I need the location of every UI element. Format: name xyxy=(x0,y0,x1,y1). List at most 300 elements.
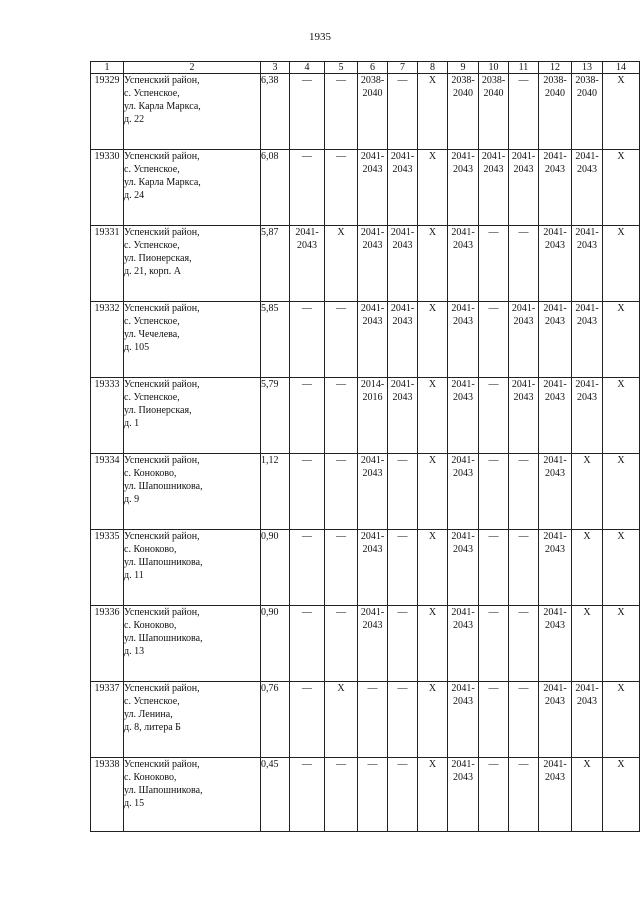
schedule-cell-line: X xyxy=(617,531,625,542)
address-line: с. Успенское, xyxy=(124,696,180,707)
schedule-cell-line: 2038- xyxy=(451,75,475,86)
address-line: Успенский район, xyxy=(124,227,200,238)
address-line: ул. Ленина, xyxy=(124,709,173,720)
schedule-cell xyxy=(388,226,418,302)
schedule-cell xyxy=(479,378,509,454)
schedule-cell-line: — xyxy=(518,455,529,466)
address-cell xyxy=(124,302,261,378)
schedule-cell xyxy=(572,378,603,454)
schedule-cell xyxy=(539,606,572,682)
value-cell: 5,87 xyxy=(261,226,290,302)
value-cell: 0,90 xyxy=(261,530,290,606)
schedule-cell-line: — xyxy=(302,455,312,466)
schedule-cell-line: — xyxy=(367,759,378,770)
schedule-cell xyxy=(358,150,388,226)
table-row xyxy=(91,74,640,150)
value-cell: 6,08 xyxy=(261,150,290,226)
address-line: д. 13 xyxy=(124,646,145,657)
schedule-cell-line: X xyxy=(428,379,437,390)
schedule-cell-line: 2043 xyxy=(453,316,473,327)
schedule-cell xyxy=(509,150,539,226)
schedule-cell xyxy=(572,226,603,302)
schedule-cell xyxy=(509,74,539,150)
address-line: ул. Шапошникова, xyxy=(124,557,203,568)
schedule-cell-line: 2038- xyxy=(575,75,599,86)
schedule-cell-line: 2043 xyxy=(545,544,565,555)
schedule-cell-line: 2041- xyxy=(360,151,385,162)
schedule-cell-line: 2041- xyxy=(575,683,599,694)
schedule-cell xyxy=(603,454,640,530)
header-row xyxy=(91,62,640,74)
record-id-cell: 19331 xyxy=(91,226,124,302)
schedule-cell xyxy=(388,378,418,454)
address-line: д. 1 xyxy=(124,418,140,429)
schedule-cell xyxy=(603,530,640,606)
address-line: ул. Пионерская, xyxy=(124,405,192,416)
schedule-cell xyxy=(325,530,358,606)
schedule-cell-line: X xyxy=(337,227,345,238)
table-header xyxy=(91,62,640,74)
schedule-cell-line: 2043 xyxy=(453,392,473,403)
schedule-cell-line: 2043 xyxy=(577,240,597,251)
schedule-cell xyxy=(290,682,325,758)
address-line: ул. Шапошникова, xyxy=(124,481,203,492)
schedule-cell-line: — xyxy=(488,683,499,694)
schedule-cell-line: — xyxy=(518,531,529,542)
schedule-cell-line: 2043 xyxy=(362,620,383,631)
schedule-cell-line: 2043 xyxy=(483,164,504,175)
table-row xyxy=(91,530,640,606)
schedule-cell xyxy=(603,302,640,378)
schedule-cell-line: 2043 xyxy=(392,164,413,175)
schedule-cell-line: — xyxy=(488,531,499,542)
schedule-cell xyxy=(388,606,418,682)
column-header: 7 xyxy=(388,62,418,74)
schedule-cell-line: 2043 xyxy=(453,696,473,707)
schedule-cell-line: — xyxy=(336,531,346,542)
schedule-cell xyxy=(603,226,640,302)
value-cell: 0,90 xyxy=(261,606,290,682)
schedule-cell-line: 2041- xyxy=(451,151,475,162)
schedule-cell-line: — xyxy=(518,683,529,694)
schedule-cell xyxy=(572,606,603,682)
schedule-cell-line: 2043 xyxy=(392,316,413,327)
column-header: 2 xyxy=(124,62,261,74)
schedule-cell xyxy=(448,302,479,378)
schedule-cell-line: — xyxy=(518,607,529,618)
schedule-cell xyxy=(572,74,603,150)
schedule-cell xyxy=(388,758,418,832)
schedule-cell-line: 2043 xyxy=(545,696,565,707)
schedule-cell xyxy=(603,150,640,226)
schedule-cell xyxy=(325,74,358,150)
schedule-cell-line: 2041- xyxy=(360,227,385,238)
address-line: д. 21, корп. А xyxy=(124,266,182,277)
table-row xyxy=(91,606,640,682)
schedule-cell-line: 2041- xyxy=(360,455,385,466)
schedule-cell xyxy=(325,682,358,758)
address-line: с. Коноково, xyxy=(124,620,177,631)
address-line: Успенский район, xyxy=(124,683,200,694)
address-line: с. Успенское, xyxy=(124,164,180,175)
schedule-cell xyxy=(388,74,418,150)
schedule-cell-line: — xyxy=(397,531,408,542)
schedule-cell xyxy=(290,530,325,606)
schedule-cell-line: — xyxy=(302,531,312,542)
schedule-cell-line: — xyxy=(488,227,499,238)
schedule-cell-line: 2041- xyxy=(543,759,567,770)
schedule-cell-line: 2041- xyxy=(575,151,599,162)
schedule-cell xyxy=(448,226,479,302)
schedule-cell-line: — xyxy=(488,455,499,466)
schedule-cell xyxy=(358,378,388,454)
address-line: д. 8, литера Б xyxy=(124,722,181,733)
schedule-cell xyxy=(290,302,325,378)
schedule-cell xyxy=(479,682,509,758)
schedule-cell xyxy=(572,454,603,530)
schedule-cell-line: — xyxy=(302,151,312,162)
schedule-cell-line: 2040 xyxy=(545,88,565,99)
schedule-cell-line: — xyxy=(336,379,346,390)
schedule-cell xyxy=(290,74,325,150)
schedule-cell-line: — xyxy=(488,379,499,390)
column-header: 10 xyxy=(479,62,509,74)
schedule-cell xyxy=(418,74,448,150)
schedule-cell-line: — xyxy=(336,75,346,86)
address-line: д. 15 xyxy=(124,798,145,809)
schedule-cell-line: 2041- xyxy=(575,227,599,238)
schedule-cell-line: 2043 xyxy=(513,392,534,403)
address-line: с. Успенское, xyxy=(124,88,180,99)
schedule-cell-line: 2041- xyxy=(575,379,599,390)
schedule-cell-line: — xyxy=(397,759,408,770)
record-id-cell: 19332 xyxy=(91,302,124,378)
schedule-cell xyxy=(479,226,509,302)
schedule-cell-line: X xyxy=(428,683,437,694)
schedule-cell xyxy=(325,226,358,302)
schedule-cell-line: 2041- xyxy=(451,455,475,466)
schedule-cell-line: 2041- xyxy=(543,379,567,390)
schedule-cell-line: X xyxy=(428,759,437,770)
column-header: 6 xyxy=(358,62,388,74)
schedule-cell xyxy=(388,530,418,606)
column-header: 1 xyxy=(91,62,124,74)
address-line: д. 22 xyxy=(124,114,145,125)
address-line: Успенский район, xyxy=(124,455,200,466)
address-cell xyxy=(124,378,261,454)
address-line: ул. Карла Маркса, xyxy=(124,101,201,112)
schedule-cell-line: 2043 xyxy=(362,240,383,251)
schedule-cell-line: — xyxy=(302,379,312,390)
schedule-cell-line: 2041- xyxy=(543,455,567,466)
schedule-cell-line: 2043 xyxy=(545,240,565,251)
schedule-cell-line: 2043 xyxy=(362,544,383,555)
schedule-cell-line: 2041- xyxy=(543,151,567,162)
column-header: 11 xyxy=(509,62,539,74)
table-body xyxy=(91,74,640,832)
schedule-cell-line: 2043 xyxy=(453,544,473,555)
record-id-cell: 19337 xyxy=(91,682,124,758)
schedule-cell xyxy=(358,226,388,302)
schedule-cell xyxy=(479,530,509,606)
schedule-cell xyxy=(539,454,572,530)
schedule-cell-line: — xyxy=(488,759,499,770)
schedule-cell-line: 2038- xyxy=(543,75,567,86)
schedule-cell xyxy=(448,454,479,530)
value-cell: 5,85 xyxy=(261,302,290,378)
table-row xyxy=(91,758,640,832)
address-line: Успенский район, xyxy=(124,759,200,770)
schedule-cell-line: 2041- xyxy=(390,151,415,162)
address-line: ул. Шапошникова, xyxy=(124,785,203,796)
schedule-cell-line: — xyxy=(302,303,312,314)
column-header: 12 xyxy=(539,62,572,74)
schedule-cell-line: 2016 xyxy=(362,392,383,403)
schedule-cell-line: 2041- xyxy=(390,379,415,390)
schedule-cell-line: 2043 xyxy=(362,468,383,479)
schedule-cell-line: — xyxy=(336,759,346,770)
schedule-cell xyxy=(290,150,325,226)
column-header: 9 xyxy=(448,62,479,74)
value-cell: 6,38 xyxy=(261,74,290,150)
schedule-cell-line: 2043 xyxy=(453,164,473,175)
address-line: д. 105 xyxy=(124,342,150,353)
schedule-cell-line: 2043 xyxy=(545,316,565,327)
schedule-cell xyxy=(603,682,640,758)
schedule-cell xyxy=(418,454,448,530)
column-header: 4 xyxy=(290,62,325,74)
address-cell xyxy=(124,606,261,682)
address-line: д. 11 xyxy=(124,570,144,581)
schedule-cell xyxy=(539,226,572,302)
schedule-cell-line: X xyxy=(617,379,625,390)
schedule-cell-line: 2041- xyxy=(543,531,567,542)
schedule-cell-line: 2041- xyxy=(575,303,599,314)
schedule-cell-line: — xyxy=(336,151,346,162)
schedule-cell xyxy=(479,74,509,150)
address-line: Успенский район, xyxy=(124,607,200,618)
schedule-cell-line: 2040 xyxy=(362,88,383,99)
address-line: ул. Чечелева, xyxy=(124,329,180,340)
schedule-cell xyxy=(479,150,509,226)
value-cell: 0,45 xyxy=(261,758,290,832)
schedule-cell-line: 2043 xyxy=(577,164,597,175)
schedule-cell-line: 2041- xyxy=(451,759,475,770)
schedule-cell-line: — xyxy=(336,303,346,314)
schedule-cell-line: X xyxy=(428,531,437,542)
schedule-cell xyxy=(325,378,358,454)
value-cell: 1,12 xyxy=(261,454,290,530)
schedule-cell-line: — xyxy=(302,759,312,770)
value-cell: 0,76 xyxy=(261,682,290,758)
schedule-cell-line: 2043 xyxy=(577,696,597,707)
schedule-cell-line: X xyxy=(617,303,625,314)
schedule-cell xyxy=(418,150,448,226)
schedule-cell-line: 2041- xyxy=(543,683,567,694)
schedule-cell-line: X xyxy=(617,151,625,162)
schedule-cell xyxy=(509,682,539,758)
column-header: 13 xyxy=(572,62,603,74)
schedule-cell-line: X xyxy=(617,227,625,238)
table-row xyxy=(91,682,640,758)
registry-table xyxy=(90,61,640,832)
schedule-cell-line: 2043 xyxy=(453,468,473,479)
schedule-cell-line: X xyxy=(583,531,591,542)
record-id-cell: 19335 xyxy=(91,530,124,606)
address-cell xyxy=(124,74,261,150)
schedule-cell xyxy=(448,606,479,682)
schedule-cell-line: — xyxy=(397,607,408,618)
record-id-cell: 19333 xyxy=(91,378,124,454)
schedule-cell-line: 2043 xyxy=(513,164,534,175)
schedule-cell-line: 2041- xyxy=(451,303,475,314)
value-cell: 5,79 xyxy=(261,378,290,454)
schedule-cell-line: 2041- xyxy=(360,531,385,542)
schedule-cell-line: 2043 xyxy=(513,316,534,327)
schedule-cell-line: 2041- xyxy=(360,607,385,618)
schedule-cell-line: X xyxy=(617,455,625,466)
address-line: ул. Пионерская, xyxy=(124,253,192,264)
schedule-cell xyxy=(418,226,448,302)
schedule-cell-line: 2043 xyxy=(545,164,565,175)
address-cell xyxy=(124,454,261,530)
schedule-cell xyxy=(290,758,325,832)
schedule-cell xyxy=(448,150,479,226)
schedule-cell-line: 2043 xyxy=(545,468,565,479)
schedule-cell xyxy=(603,378,640,454)
schedule-cell-line: 2043 xyxy=(453,620,473,631)
address-line: Успенский район, xyxy=(124,379,200,390)
schedule-cell-line: — xyxy=(518,75,529,86)
schedule-cell-line: 2041- xyxy=(481,151,506,162)
schedule-cell-line: X xyxy=(428,607,437,618)
schedule-cell xyxy=(418,682,448,758)
schedule-cell xyxy=(358,682,388,758)
table-row xyxy=(91,378,640,454)
schedule-cell-line: X xyxy=(583,455,591,466)
schedule-cell-line: 2041- xyxy=(451,531,475,542)
schedule-cell xyxy=(418,530,448,606)
schedule-cell xyxy=(539,758,572,832)
schedule-cell-line: — xyxy=(336,455,346,466)
schedule-cell-line: X xyxy=(617,759,625,770)
schedule-cell-line: 2038- xyxy=(360,75,385,86)
schedule-cell-line: — xyxy=(336,607,346,618)
schedule-cell xyxy=(290,606,325,682)
schedule-cell-line: 2041- xyxy=(390,227,415,238)
schedule-cell-line: — xyxy=(518,759,529,770)
schedule-cell-line: — xyxy=(302,683,312,694)
address-line: Успенский район, xyxy=(124,531,200,542)
schedule-cell xyxy=(479,606,509,682)
schedule-cell-line: 2040 xyxy=(577,88,597,99)
record-id-cell: 19338 xyxy=(91,758,124,832)
column-header: 3 xyxy=(261,62,290,74)
schedule-cell-line: 2041- xyxy=(390,303,415,314)
column-header: 5 xyxy=(325,62,358,74)
schedule-cell xyxy=(572,302,603,378)
schedule-cell-line: 2038- xyxy=(481,75,506,86)
record-id-cell: 19334 xyxy=(91,454,124,530)
schedule-cell xyxy=(290,454,325,530)
schedule-cell xyxy=(509,758,539,832)
schedule-cell-line: X xyxy=(428,227,437,238)
address-line: Успенский район, xyxy=(124,75,200,86)
schedule-cell xyxy=(325,150,358,226)
schedule-cell xyxy=(603,758,640,832)
address-cell xyxy=(124,758,261,832)
schedule-cell xyxy=(539,74,572,150)
schedule-cell xyxy=(572,530,603,606)
schedule-cell xyxy=(509,530,539,606)
address-line: д. 9 xyxy=(124,494,140,505)
schedule-cell-line: 2041- xyxy=(543,227,567,238)
schedule-cell-line: 2043 xyxy=(577,392,597,403)
schedule-cell xyxy=(358,454,388,530)
schedule-cell xyxy=(509,454,539,530)
schedule-cell-line: 2014- xyxy=(360,379,385,390)
table-row xyxy=(91,302,640,378)
table-row xyxy=(91,454,640,530)
schedule-cell-line: X xyxy=(428,151,437,162)
schedule-cell-line: 2041- xyxy=(451,607,475,618)
schedule-cell-line: 2043 xyxy=(362,164,383,175)
schedule-cell-line: 2041- xyxy=(543,303,567,314)
schedule-cell-line: X xyxy=(583,607,591,618)
schedule-cell xyxy=(539,530,572,606)
schedule-cell xyxy=(603,74,640,150)
schedule-cell-line: — xyxy=(302,607,312,618)
schedule-cell-line: — xyxy=(397,683,408,694)
address-line: Успенский район, xyxy=(124,151,200,162)
schedule-cell-line: 2043 xyxy=(392,240,413,251)
table-row xyxy=(91,226,640,302)
address-cell xyxy=(124,226,261,302)
schedule-cell xyxy=(539,150,572,226)
schedule-cell-line: 2040 xyxy=(483,88,504,99)
schedule-cell-line: X xyxy=(617,683,625,694)
schedule-cell-line: 2043 xyxy=(453,772,473,783)
schedule-cell-line: X xyxy=(617,607,625,618)
schedule-cell-line: 2041- xyxy=(511,379,536,390)
schedule-cell xyxy=(572,758,603,832)
schedule-cell xyxy=(325,454,358,530)
schedule-cell xyxy=(418,606,448,682)
schedule-cell xyxy=(479,758,509,832)
schedule-cell xyxy=(448,682,479,758)
schedule-cell xyxy=(388,454,418,530)
schedule-cell xyxy=(290,378,325,454)
schedule-cell-line: 2043 xyxy=(545,392,565,403)
schedule-cell xyxy=(418,378,448,454)
schedule-cell xyxy=(509,606,539,682)
schedule-cell-line: X xyxy=(617,75,625,86)
schedule-cell xyxy=(325,758,358,832)
address-cell xyxy=(124,150,261,226)
address-cell xyxy=(124,530,261,606)
page-number: 1935 xyxy=(309,31,331,43)
schedule-cell-line: 2043 xyxy=(297,240,317,251)
address-line: ул. Шапошникова, xyxy=(124,633,203,644)
schedule-cell xyxy=(572,682,603,758)
schedule-cell-line: — xyxy=(397,75,408,86)
schedule-cell-line: 2043 xyxy=(577,316,597,327)
schedule-cell xyxy=(290,226,325,302)
schedule-cell xyxy=(509,226,539,302)
schedule-cell-line: X xyxy=(428,303,437,314)
schedule-cell-line: 2041- xyxy=(543,607,567,618)
schedule-cell-line: — xyxy=(367,683,378,694)
